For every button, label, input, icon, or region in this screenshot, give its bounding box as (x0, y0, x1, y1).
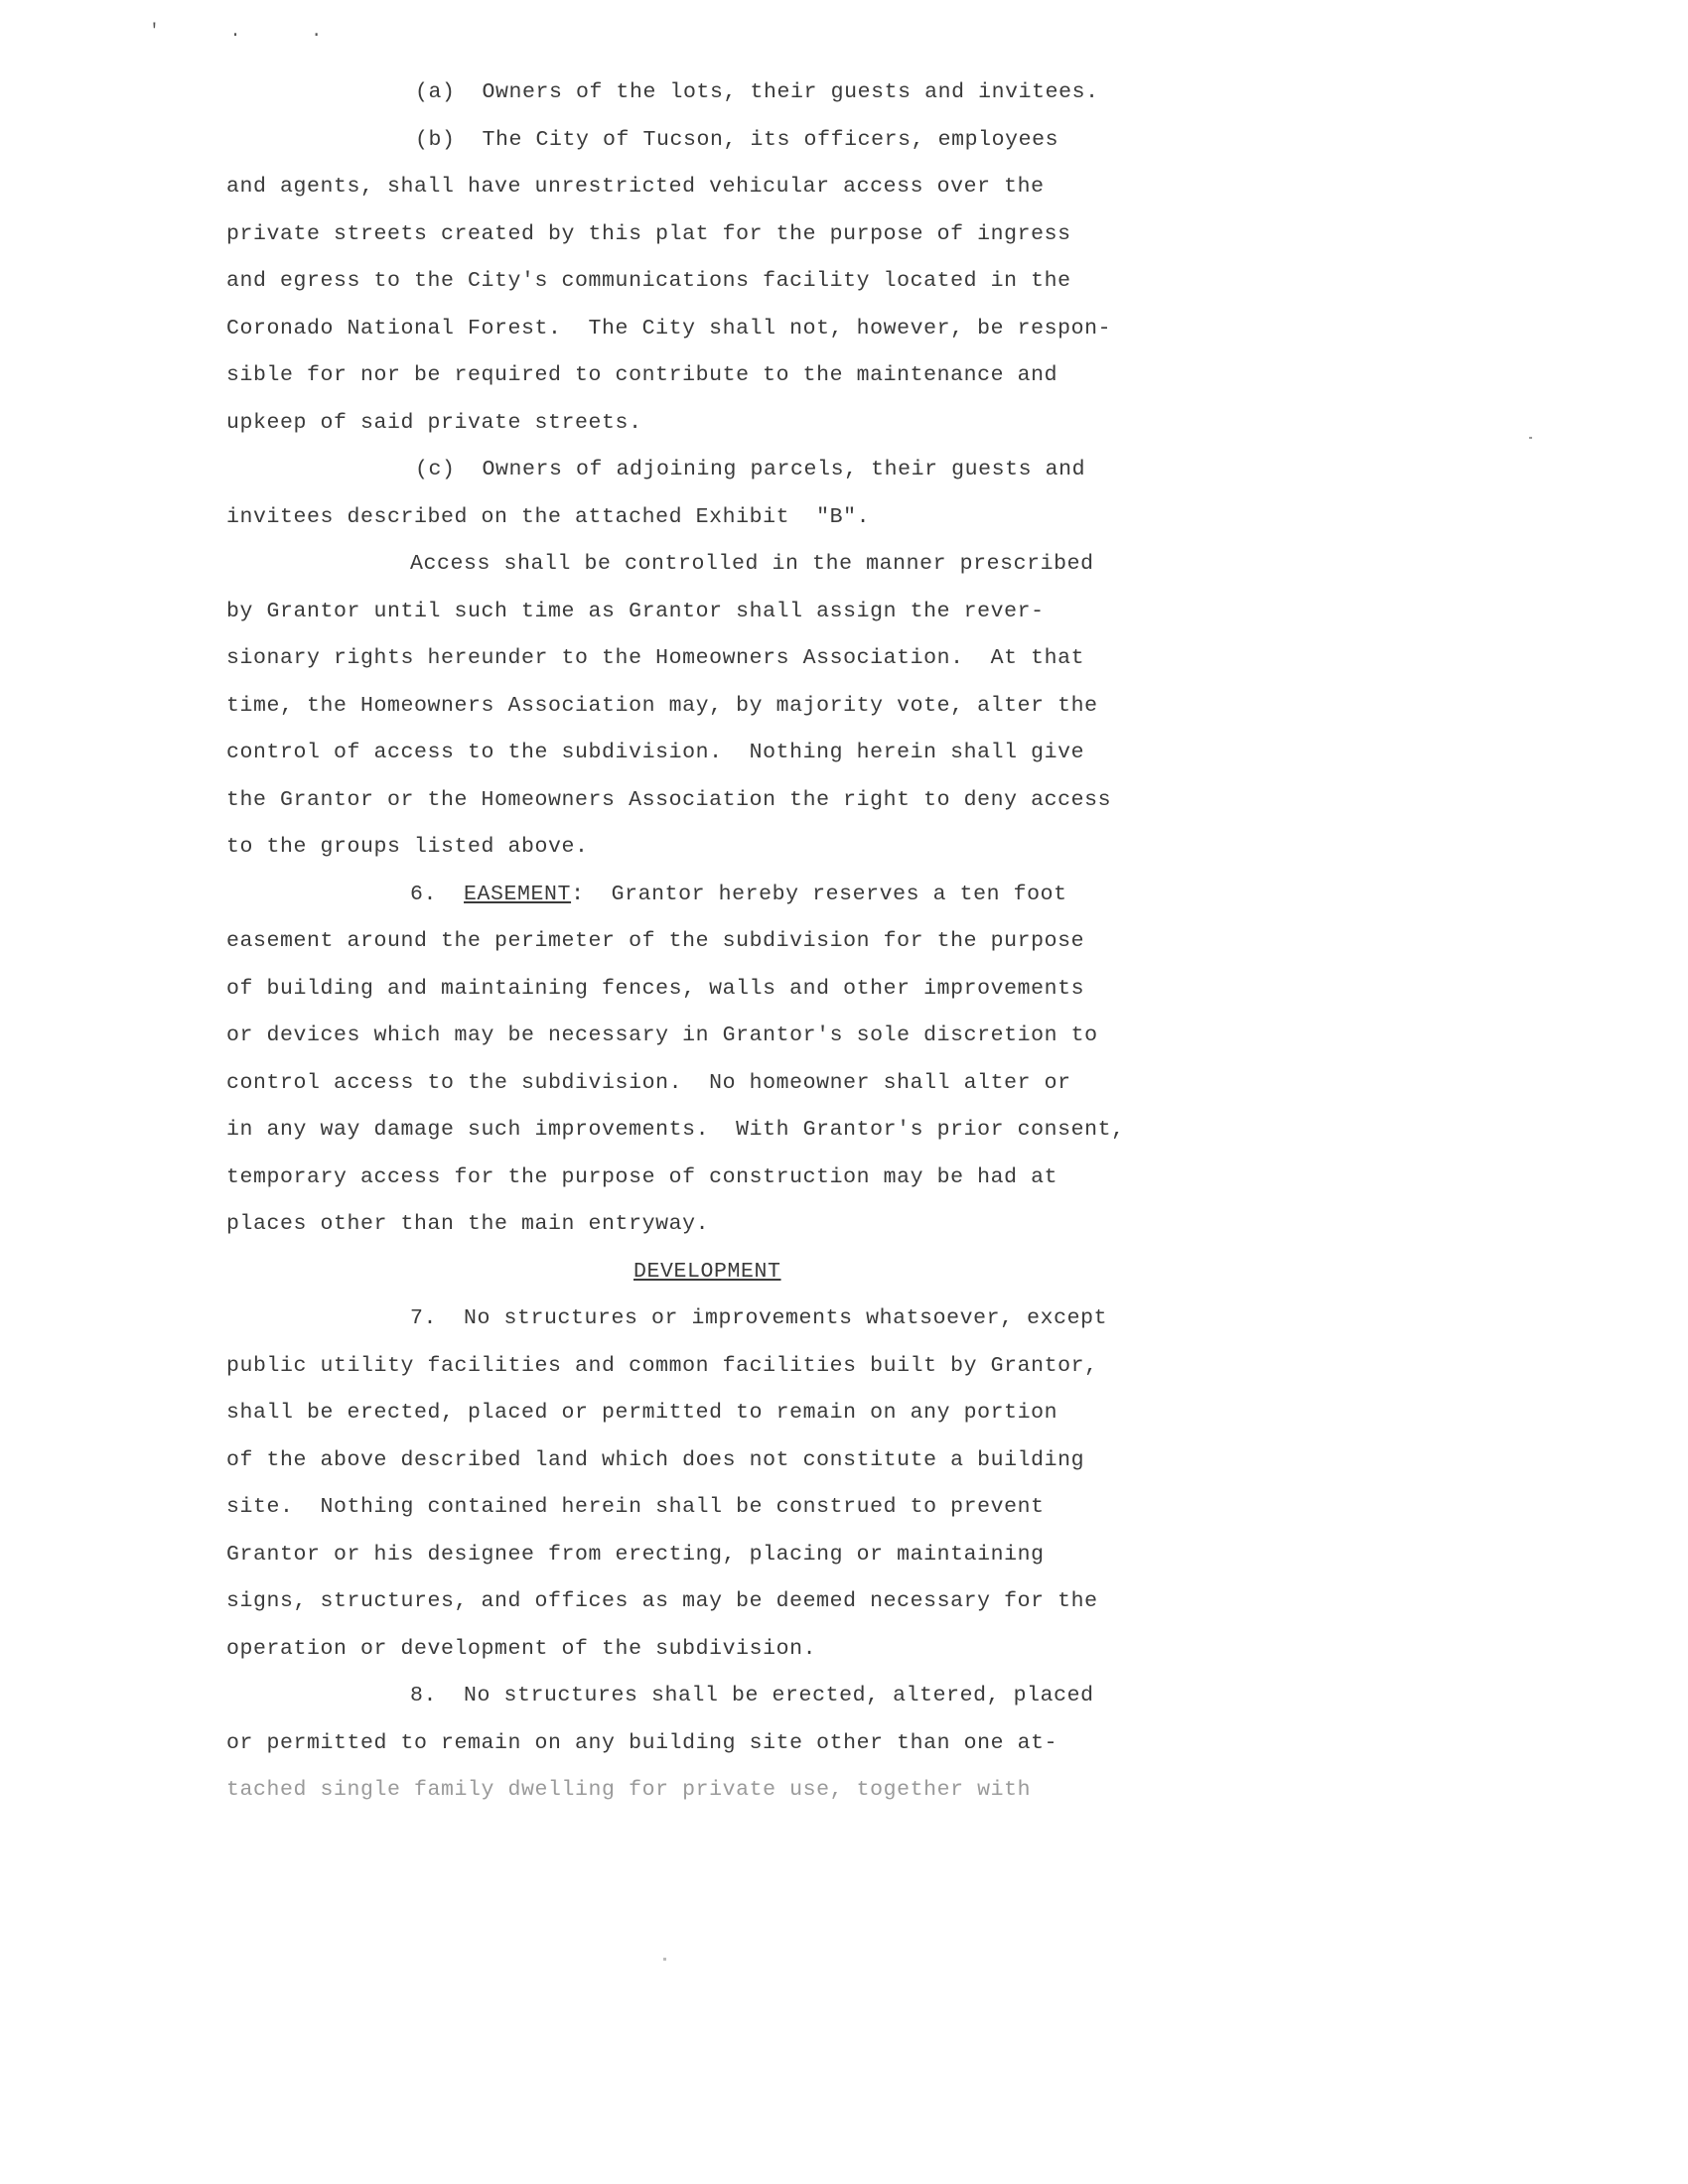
text-line: and egress to the City's communications facility located in the (226, 269, 1071, 293)
text-line: the Grantor or the Homeowners Association the right to deny access (226, 787, 1112, 812)
text-line: control of access to the subdivision. Nothing herein shall give (226, 741, 1085, 764)
text-line: public utility facilities and common facilities built by Grantor, (226, 1353, 1098, 1378)
text-line: sionary rights hereunder to the Homeowners Association. At that (226, 646, 1085, 670)
scan-specks: ' . . (149, 22, 352, 42)
section-number: 6. (410, 882, 438, 906)
scan-speck (663, 1958, 666, 1961)
text-line: places other than the main entryway. (226, 1212, 710, 1236)
text-line: Grantor or his designee from erecting, placing or maintaining (226, 1542, 1045, 1567)
text-line: site. Nothing contained herein shall be construed to prevent (226, 1495, 1045, 1519)
text-line: and agents, shall have unrestricted vehicular access over the (226, 175, 1045, 199)
text-line: invitees described on the attached Exhibit "B". (226, 504, 871, 529)
easement-paragraph-start (226, 872, 1219, 919)
text-line: operation or development of the subdivision. (226, 1636, 817, 1661)
access-paragraph-start: Access shall be controlled in the manner prescribed (410, 552, 1094, 576)
easement-title: EASEMENT (464, 882, 572, 906)
clause-a: (a) Owners of the lots, their guests and invitees. (415, 80, 1099, 104)
clause-c: (c) Owners of adjoining parcels, their guests and (415, 458, 1086, 481)
text-line: signs, structures, and offices as may be deemed necessary for the (226, 1589, 1098, 1613)
text-line-faded: tached single family dwelling for private use, together with (226, 1778, 1032, 1802)
text-line: of the above described land which does not constitute a building (226, 1447, 1085, 1472)
text-line: private streets created by this plat for the purpose of ingress (226, 221, 1071, 246)
text-line: to the groups listed above. (226, 835, 589, 859)
clause-b: (b) The City of Tucson, its officers, employees (415, 127, 1059, 152)
text-line: of building and maintaining fences, walls and other improvements (226, 976, 1085, 1001)
scan-speck (1529, 437, 1532, 439)
text-line: time, the Homeowners Association may, by majority vote, alter the (226, 693, 1098, 718)
text-line: by Grantor until such time as Grantor shall assign the rever- (226, 599, 1045, 623)
text-line: shall be erected, placed or permitted to remain on any portion (226, 1401, 1058, 1425)
text-line: sible for nor be required to contribute to the maintenance and (226, 363, 1058, 387)
text-line: in any way damage such improvements. With Grantor's prior consent, (226, 1118, 1125, 1142)
text-line: easement around the perimeter of the subdivision for the purpose (226, 929, 1085, 953)
text-line: or permitted to remain on any building site other than one at- (226, 1730, 1058, 1755)
text-line: control access to the subdivision. No homeowner shall alter or (226, 1070, 1071, 1095)
document-body (226, 69, 1219, 1815)
text-line: Coronado National Forest. The City shall not, however, be respon- (226, 316, 1112, 341)
clause-7-start: 7. No structures or improvements whatsoever, except (410, 1306, 1108, 1330)
text-line: upkeep of said private streets. (226, 410, 642, 435)
text-line: or devices which may be necessary in Grantor's sole discretion to (226, 1024, 1098, 1047)
clause-8-start: 8. No structures shall be erected, altered, placed (410, 1684, 1094, 1707)
text-line: temporary access for the purpose of construction may be had at (226, 1164, 1058, 1189)
section-heading-development: DEVELOPMENT (633, 1259, 781, 1284)
easement-first-line: : Grantor hereby reserves a ten foot (571, 882, 1067, 906)
